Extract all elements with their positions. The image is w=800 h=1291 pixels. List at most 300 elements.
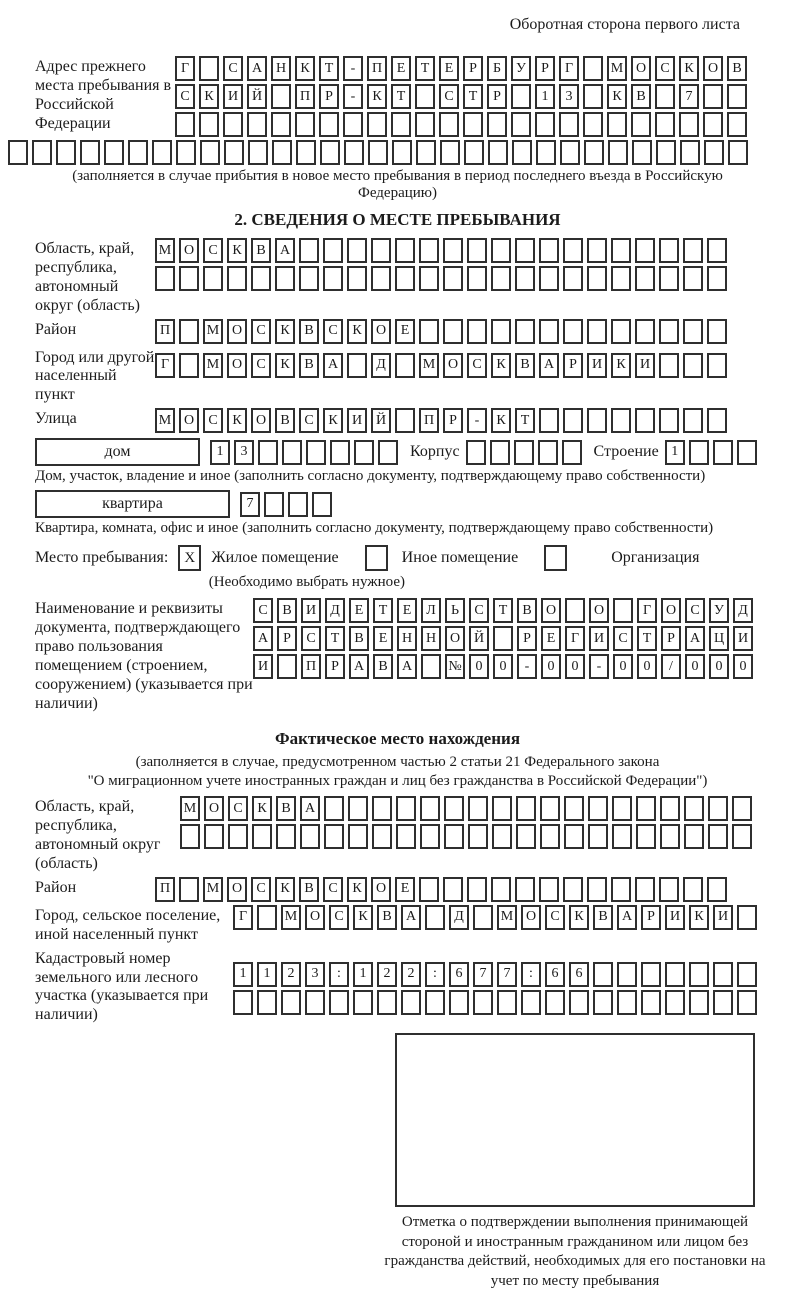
- char-cell[interactable]: [683, 238, 703, 263]
- char-cell[interactable]: Н: [421, 626, 441, 651]
- char-cell[interactable]: [569, 990, 589, 1015]
- char-cell[interactable]: [514, 440, 534, 465]
- char-cell[interactable]: [396, 824, 416, 849]
- char-cell[interactable]: [631, 112, 651, 137]
- char-cell[interactable]: С: [545, 905, 565, 930]
- char-cell[interactable]: О: [371, 319, 391, 344]
- char-cell[interactable]: [683, 408, 703, 433]
- char-cell[interactable]: [540, 824, 560, 849]
- char-cell[interactable]: [275, 266, 295, 291]
- char-cell[interactable]: [323, 238, 343, 263]
- char-cell[interactable]: [515, 266, 535, 291]
- char-cell[interactable]: У: [511, 56, 531, 81]
- char-cell[interactable]: К: [353, 905, 373, 930]
- char-cell[interactable]: [703, 112, 723, 137]
- char-cell[interactable]: В: [276, 796, 296, 821]
- char-cell[interactable]: С: [223, 56, 243, 81]
- char-cell[interactable]: А: [401, 905, 421, 930]
- char-cell[interactable]: Е: [395, 877, 415, 902]
- char-cell[interactable]: [152, 140, 172, 165]
- char-cell[interactable]: [467, 877, 487, 902]
- char-cell[interactable]: 3: [305, 962, 325, 987]
- char-cell[interactable]: К: [252, 796, 272, 821]
- char-cell[interactable]: [683, 266, 703, 291]
- char-cell[interactable]: [56, 140, 76, 165]
- char-cell[interactable]: С: [685, 598, 705, 623]
- char-cell[interactable]: [583, 56, 603, 81]
- char-cell[interactable]: [563, 319, 583, 344]
- char-cell[interactable]: А: [323, 353, 343, 378]
- char-cell[interactable]: [659, 266, 679, 291]
- char-cell[interactable]: Т: [637, 626, 657, 651]
- char-cell[interactable]: -: [589, 654, 609, 679]
- char-cell[interactable]: [683, 353, 703, 378]
- char-cell[interactable]: О: [227, 353, 247, 378]
- char-cell[interactable]: [104, 140, 124, 165]
- char-cell[interactable]: С: [613, 626, 633, 651]
- char-cell[interactable]: Б: [487, 56, 507, 81]
- char-cell[interactable]: 0: [541, 654, 561, 679]
- char-cell[interactable]: С: [655, 56, 675, 81]
- char-cell[interactable]: К: [275, 877, 295, 902]
- char-cell[interactable]: П: [155, 877, 175, 902]
- char-cell[interactable]: [539, 408, 559, 433]
- char-cell[interactable]: К: [611, 353, 631, 378]
- char-cell[interactable]: О: [445, 626, 465, 651]
- char-cell[interactable]: [713, 990, 733, 1015]
- char-cell[interactable]: [415, 112, 435, 137]
- char-cell[interactable]: [612, 824, 632, 849]
- char-cell[interactable]: У: [709, 598, 729, 623]
- char-cell[interactable]: [707, 319, 727, 344]
- char-cell[interactable]: [535, 112, 555, 137]
- char-cell[interactable]: [491, 266, 511, 291]
- char-cell[interactable]: О: [251, 408, 271, 433]
- char-cell[interactable]: В: [275, 408, 295, 433]
- char-cell[interactable]: [233, 990, 253, 1015]
- char-cell[interactable]: [617, 990, 637, 1015]
- char-cell[interactable]: Г: [233, 905, 253, 930]
- char-cell[interactable]: 7: [679, 84, 699, 109]
- char-cell[interactable]: [415, 84, 435, 109]
- char-cell[interactable]: Д: [733, 598, 753, 623]
- char-cell[interactable]: Е: [439, 56, 459, 81]
- char-cell[interactable]: [277, 654, 297, 679]
- char-cell[interactable]: [689, 962, 709, 987]
- char-cell[interactable]: М: [155, 408, 175, 433]
- checkbox-residential[interactable]: X: [178, 545, 201, 571]
- char-cell[interactable]: [324, 824, 344, 849]
- char-cell[interactable]: В: [299, 877, 319, 902]
- char-cell[interactable]: О: [305, 905, 325, 930]
- char-cell[interactable]: [613, 598, 633, 623]
- char-cell[interactable]: [539, 877, 559, 902]
- char-cell[interactable]: [179, 266, 199, 291]
- char-cell[interactable]: С: [203, 408, 223, 433]
- char-cell[interactable]: С: [329, 905, 349, 930]
- char-cell[interactable]: Ц: [709, 626, 729, 651]
- char-cell[interactable]: [395, 266, 415, 291]
- char-cell[interactable]: Р: [641, 905, 661, 930]
- char-cell[interactable]: С: [251, 877, 271, 902]
- char-cell[interactable]: О: [179, 408, 199, 433]
- char-cell[interactable]: 3: [234, 440, 254, 465]
- char-cell[interactable]: [367, 112, 387, 137]
- char-cell[interactable]: [562, 440, 582, 465]
- char-cell[interactable]: [347, 353, 367, 378]
- char-cell[interactable]: [584, 140, 604, 165]
- char-cell[interactable]: [466, 440, 486, 465]
- char-cell[interactable]: 0: [493, 654, 513, 679]
- char-cell[interactable]: [258, 440, 278, 465]
- char-cell[interactable]: 1: [353, 962, 373, 987]
- char-cell[interactable]: Р: [463, 56, 483, 81]
- char-cell[interactable]: [684, 796, 704, 821]
- char-cell[interactable]: [684, 824, 704, 849]
- char-cell[interactable]: [659, 877, 679, 902]
- char-cell[interactable]: Е: [373, 626, 393, 651]
- char-cell[interactable]: И: [347, 408, 367, 433]
- char-cell[interactable]: [683, 877, 703, 902]
- char-cell[interactable]: [419, 238, 439, 263]
- char-cell[interactable]: [635, 877, 655, 902]
- char-cell[interactable]: [252, 824, 272, 849]
- char-cell[interactable]: Л: [421, 598, 441, 623]
- char-cell[interactable]: [395, 238, 415, 263]
- char-cell[interactable]: К: [347, 877, 367, 902]
- char-cell[interactable]: [257, 990, 277, 1015]
- char-cell[interactable]: [539, 266, 559, 291]
- char-cell[interactable]: 0: [613, 654, 633, 679]
- char-cell[interactable]: [641, 990, 661, 1015]
- char-cell[interactable]: [564, 796, 584, 821]
- char-cell[interactable]: В: [517, 598, 537, 623]
- char-cell[interactable]: К: [275, 319, 295, 344]
- char-cell[interactable]: [490, 440, 510, 465]
- char-cell[interactable]: [491, 238, 511, 263]
- char-cell[interactable]: К: [569, 905, 589, 930]
- char-cell[interactable]: [299, 238, 319, 263]
- char-cell[interactable]: Т: [515, 408, 535, 433]
- char-cell[interactable]: [588, 796, 608, 821]
- char-cell[interactable]: Р: [325, 654, 345, 679]
- char-cell[interactable]: 6: [545, 962, 565, 987]
- char-cell[interactable]: [463, 112, 483, 137]
- char-cell[interactable]: Т: [463, 84, 483, 109]
- char-cell[interactable]: [392, 140, 412, 165]
- char-cell[interactable]: [611, 266, 631, 291]
- char-cell[interactable]: Р: [517, 626, 537, 651]
- char-cell[interactable]: 7: [240, 492, 260, 517]
- char-cell[interactable]: [665, 962, 685, 987]
- char-cell[interactable]: Й: [371, 408, 391, 433]
- char-cell[interactable]: В: [277, 598, 297, 623]
- char-cell[interactable]: Й: [247, 84, 267, 109]
- char-cell[interactable]: С: [251, 353, 271, 378]
- char-cell[interactable]: [248, 140, 268, 165]
- char-cell[interactable]: [655, 84, 675, 109]
- char-cell[interactable]: Г: [565, 626, 585, 651]
- char-cell[interactable]: [713, 440, 733, 465]
- char-cell[interactable]: [659, 238, 679, 263]
- char-cell[interactable]: 3: [559, 84, 579, 109]
- char-cell[interactable]: [319, 112, 339, 137]
- char-cell[interactable]: В: [299, 319, 319, 344]
- char-cell[interactable]: Р: [563, 353, 583, 378]
- char-cell[interactable]: [659, 319, 679, 344]
- char-cell[interactable]: И: [223, 84, 243, 109]
- char-cell[interactable]: [329, 990, 349, 1015]
- char-cell[interactable]: В: [727, 56, 747, 81]
- char-cell[interactable]: [583, 84, 603, 109]
- char-cell[interactable]: Р: [277, 626, 297, 651]
- char-cell[interactable]: [560, 140, 580, 165]
- char-cell[interactable]: [395, 408, 415, 433]
- char-cell[interactable]: [288, 492, 308, 517]
- char-cell[interactable]: 1: [210, 440, 230, 465]
- char-cell[interactable]: Г: [175, 56, 195, 81]
- char-cell[interactable]: [179, 877, 199, 902]
- char-cell[interactable]: С: [301, 626, 321, 651]
- char-cell[interactable]: Р: [487, 84, 507, 109]
- char-cell[interactable]: [587, 238, 607, 263]
- char-cell[interactable]: С: [203, 238, 223, 263]
- char-cell[interactable]: [583, 112, 603, 137]
- char-cell[interactable]: [665, 990, 685, 1015]
- char-cell[interactable]: [179, 319, 199, 344]
- char-cell[interactable]: Р: [443, 408, 463, 433]
- char-cell[interactable]: [199, 56, 219, 81]
- char-cell[interactable]: [368, 140, 388, 165]
- char-cell[interactable]: [737, 962, 757, 987]
- char-cell[interactable]: [491, 877, 511, 902]
- char-cell[interactable]: 0: [685, 654, 705, 679]
- char-cell[interactable]: [487, 112, 507, 137]
- char-cell[interactable]: П: [419, 408, 439, 433]
- char-cell[interactable]: И: [733, 626, 753, 651]
- char-cell[interactable]: 0: [637, 654, 657, 679]
- char-cell[interactable]: [473, 905, 493, 930]
- char-cell[interactable]: 1: [535, 84, 555, 109]
- char-cell[interactable]: [492, 824, 512, 849]
- char-cell[interactable]: К: [199, 84, 219, 109]
- char-cell[interactable]: [296, 140, 316, 165]
- char-cell[interactable]: В: [349, 626, 369, 651]
- char-cell[interactable]: [635, 238, 655, 263]
- char-cell[interactable]: [416, 140, 436, 165]
- char-cell[interactable]: :: [329, 962, 349, 987]
- char-cell[interactable]: [224, 140, 244, 165]
- char-cell[interactable]: К: [491, 353, 511, 378]
- char-cell[interactable]: И: [665, 905, 685, 930]
- char-cell[interactable]: К: [227, 238, 247, 263]
- char-cell[interactable]: В: [377, 905, 397, 930]
- char-cell[interactable]: Й: [469, 626, 489, 651]
- char-cell[interactable]: [377, 990, 397, 1015]
- char-cell[interactable]: [343, 112, 363, 137]
- char-cell[interactable]: К: [491, 408, 511, 433]
- char-cell[interactable]: 1: [665, 440, 685, 465]
- char-cell[interactable]: [443, 238, 463, 263]
- char-cell[interactable]: [354, 440, 374, 465]
- char-cell[interactable]: [299, 266, 319, 291]
- char-cell[interactable]: 6: [449, 962, 469, 987]
- char-cell[interactable]: Д: [325, 598, 345, 623]
- char-cell[interactable]: [223, 112, 243, 137]
- char-cell[interactable]: [467, 319, 487, 344]
- char-cell[interactable]: Т: [391, 84, 411, 109]
- char-cell[interactable]: [228, 824, 248, 849]
- char-cell[interactable]: [659, 353, 679, 378]
- char-cell[interactable]: [538, 440, 558, 465]
- char-cell[interactable]: О: [204, 796, 224, 821]
- char-cell[interactable]: К: [367, 84, 387, 109]
- char-cell[interactable]: [282, 440, 302, 465]
- char-cell[interactable]: [656, 140, 676, 165]
- char-cell[interactable]: К: [607, 84, 627, 109]
- char-cell[interactable]: О: [227, 877, 247, 902]
- char-cell[interactable]: [593, 962, 613, 987]
- char-cell[interactable]: [559, 112, 579, 137]
- char-cell[interactable]: [536, 140, 556, 165]
- char-cell[interactable]: Т: [373, 598, 393, 623]
- char-cell[interactable]: [372, 796, 392, 821]
- char-cell[interactable]: [587, 319, 607, 344]
- char-cell[interactable]: Г: [559, 56, 579, 81]
- char-cell[interactable]: [468, 796, 488, 821]
- char-cell[interactable]: С: [228, 796, 248, 821]
- char-cell[interactable]: [371, 238, 391, 263]
- char-cell[interactable]: К: [227, 408, 247, 433]
- char-cell[interactable]: [420, 796, 440, 821]
- char-cell[interactable]: [511, 112, 531, 137]
- char-cell[interactable]: [689, 440, 709, 465]
- char-cell[interactable]: [200, 140, 220, 165]
- char-cell[interactable]: [707, 266, 727, 291]
- char-cell[interactable]: С: [469, 598, 489, 623]
- char-cell[interactable]: [348, 824, 368, 849]
- char-cell[interactable]: [488, 140, 508, 165]
- char-cell[interactable]: С: [299, 408, 319, 433]
- char-cell[interactable]: [617, 962, 637, 987]
- char-cell[interactable]: [395, 353, 415, 378]
- char-cell[interactable]: [680, 140, 700, 165]
- char-cell[interactable]: Е: [541, 626, 561, 651]
- char-cell[interactable]: О: [631, 56, 651, 81]
- char-cell[interactable]: Т: [493, 598, 513, 623]
- char-cell[interactable]: М: [155, 238, 175, 263]
- char-cell[interactable]: 2: [281, 962, 301, 987]
- char-cell[interactable]: К: [347, 319, 367, 344]
- char-cell[interactable]: [587, 266, 607, 291]
- char-cell[interactable]: [300, 824, 320, 849]
- char-cell[interactable]: М: [607, 56, 627, 81]
- char-cell[interactable]: -: [343, 56, 363, 81]
- char-cell[interactable]: К: [275, 353, 295, 378]
- char-cell[interactable]: [515, 877, 535, 902]
- char-cell[interactable]: М: [281, 905, 301, 930]
- char-cell[interactable]: [588, 824, 608, 849]
- char-cell[interactable]: А: [275, 238, 295, 263]
- char-cell[interactable]: [737, 990, 757, 1015]
- char-cell[interactable]: [497, 990, 517, 1015]
- char-cell[interactable]: [641, 962, 661, 987]
- char-cell[interactable]: [521, 990, 541, 1015]
- char-cell[interactable]: [539, 319, 559, 344]
- char-cell[interactable]: [707, 238, 727, 263]
- char-cell[interactable]: О: [703, 56, 723, 81]
- char-cell[interactable]: [635, 408, 655, 433]
- char-cell[interactable]: [660, 824, 680, 849]
- char-cell[interactable]: А: [247, 56, 267, 81]
- char-cell[interactable]: [515, 319, 535, 344]
- char-cell[interactable]: [607, 112, 627, 137]
- char-cell[interactable]: [707, 353, 727, 378]
- char-cell[interactable]: [493, 626, 513, 651]
- char-cell[interactable]: /: [661, 654, 681, 679]
- char-cell[interactable]: [545, 990, 565, 1015]
- char-cell[interactable]: 2: [401, 962, 421, 987]
- char-cell[interactable]: [180, 824, 200, 849]
- char-cell[interactable]: Ь: [445, 598, 465, 623]
- char-cell[interactable]: [419, 877, 439, 902]
- char-cell[interactable]: [565, 598, 585, 623]
- char-cell[interactable]: М: [203, 877, 223, 902]
- char-cell[interactable]: [611, 238, 631, 263]
- char-cell[interactable]: В: [373, 654, 393, 679]
- char-cell[interactable]: М: [419, 353, 439, 378]
- char-cell[interactable]: [312, 492, 332, 517]
- char-cell[interactable]: [281, 990, 301, 1015]
- char-cell[interactable]: [443, 266, 463, 291]
- char-cell[interactable]: [611, 408, 631, 433]
- char-cell[interactable]: 1: [233, 962, 253, 987]
- char-cell[interactable]: [611, 877, 631, 902]
- char-cell[interactable]: [516, 796, 536, 821]
- char-cell[interactable]: [539, 238, 559, 263]
- char-cell[interactable]: [563, 408, 583, 433]
- char-cell[interactable]: Т: [415, 56, 435, 81]
- char-cell[interactable]: [347, 238, 367, 263]
- char-cell[interactable]: И: [301, 598, 321, 623]
- char-cell[interactable]: А: [685, 626, 705, 651]
- char-cell[interactable]: [636, 796, 656, 821]
- char-cell[interactable]: [440, 140, 460, 165]
- char-cell[interactable]: С: [175, 84, 195, 109]
- char-cell[interactable]: Е: [395, 319, 415, 344]
- char-cell[interactable]: [247, 112, 267, 137]
- char-cell[interactable]: И: [635, 353, 655, 378]
- char-cell[interactable]: 0: [565, 654, 585, 679]
- char-cell[interactable]: О: [589, 598, 609, 623]
- char-cell[interactable]: [612, 796, 632, 821]
- char-cell[interactable]: :: [425, 962, 445, 987]
- char-cell[interactable]: И: [589, 626, 609, 651]
- char-cell[interactable]: Г: [155, 353, 175, 378]
- char-cell[interactable]: О: [443, 353, 463, 378]
- char-cell[interactable]: [203, 266, 223, 291]
- checkbox-other-premises[interactable]: [365, 545, 388, 571]
- char-cell[interactable]: [175, 112, 195, 137]
- char-cell[interactable]: [371, 266, 391, 291]
- char-cell[interactable]: [708, 824, 728, 849]
- char-cell[interactable]: -: [517, 654, 537, 679]
- char-cell[interactable]: [444, 824, 464, 849]
- char-cell[interactable]: [372, 824, 392, 849]
- char-cell[interactable]: А: [617, 905, 637, 930]
- char-cell[interactable]: [204, 824, 224, 849]
- char-cell[interactable]: [515, 238, 535, 263]
